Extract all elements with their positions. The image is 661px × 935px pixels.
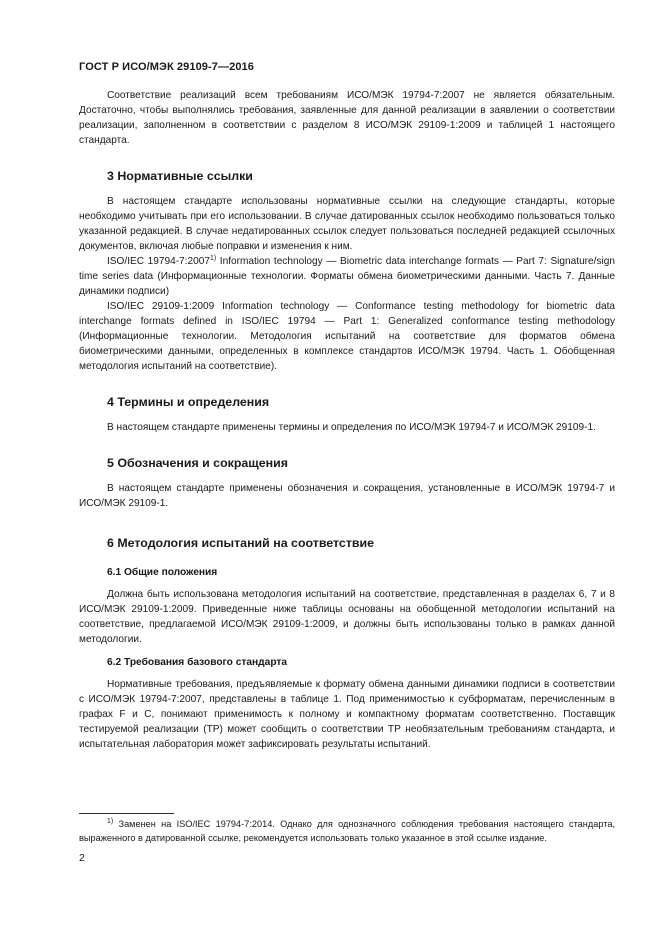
subsection-6-1-heading: 6.1 Общие положения (107, 567, 218, 578)
reference-2: ISO/IEC 29109-1:2009 Information technology — Conformance testing methodology for biometric data interchange formats defined in ISO/IEC 19794 — Part 1: Generalized conformance testing methodology (Информационные технологии. Методология испытаний на соответствие для форматов обмена биометрическими данными, определенных в комплексе стандартов ИСО/МЭК 19794. Часть 1. Обобщенная методология испытаний на соответствие). (79, 301, 615, 372)
subsection-6-1-paragraph: Должна быть использована методология испытаний на соответствие, представленная в разделах 6, 7 и 8 ИСО/МЭК 29109-1:2009. Приведенные ниже таблицы основаны на обобщенной методологии испытаний на соответствие, предлагаемой ИСО/МЭК 29109-1:2009, и должны быть использованы только в рамках данной методологии. (79, 589, 615, 645)
footnote-text-block (79, 817, 615, 845)
footnote-text: Заменен на ISO/IEC 19794-7:2014. Однако для однозначного соблюдения требования настоящего стандарта, выраженного в датированной ссылке, рекомендуется использовать только указанное в этой ссылке издание. (79, 819, 615, 843)
document-header: ГОСТ Р ИСО/МЭК 29109-7—2016 (79, 61, 254, 73)
section-3-heading: 3 Нормативные ссылки (107, 169, 253, 183)
reference-1-code: ISO/IEC 19794-7:2007 (107, 256, 210, 267)
section-6-heading: 6 Методология испытаний на соответствие (107, 536, 375, 550)
section-5-heading: 5 Обозначения и сокращения (107, 456, 288, 470)
reference-1 (79, 254, 615, 299)
footnote (79, 817, 615, 845)
section-5-paragraph: В настоящем стандарте применены обозначения и сокращения, установленные в ИСО/МЭК 19794-7 и ИСО/МЭК 29109-1. (79, 483, 615, 509)
section-4-heading: 4 Термины и определения (107, 395, 270, 409)
page-number: 2 (79, 852, 85, 864)
section-4-paragraph: В настоящем стандарте применены термины и определения по ИСО/МЭК 19794-7 и ИСО/МЭК 29109-1. (107, 422, 596, 433)
footnote-separator (79, 813, 174, 814)
footnote-number: 1) (107, 818, 114, 825)
page-body (79, 88, 615, 752)
footnote-mark: 1) (209, 255, 217, 262)
subsection-6-2-heading: 6.2 Требования базового стандарта (107, 657, 288, 668)
reference-1-text: Information technology — Biometric data interchange formats — Part 7: Signature/sign time series data (Информационные технологии. Форматы обмена биометрическими данными. Часть 7. Данные динамики подписи) (79, 256, 615, 297)
section-3-paragraph: В настоящем стандарте использованы нормативные ссылки на следующие стандарты, которые необходимо учитывать при его использовании. В случае датированных ссылок необходимо пользоваться только указанной редакцией. В случае недатированных ссылок следует пользоваться последней редакцией ссылочных документов, включая любые поправки и изменения к ним. (79, 196, 615, 252)
intro-paragraph: Соответствие реализаций всем требованиям ИСО/МЭК 19794-7:2007 не является обязательным. Достаточно, чтобы выполнялись требования, заявленные для данной реализации в заявлении о соответствии реализации, заполненном в соответствии с разделом 8 ИСО/МЭК 29109-1:2009 и таблицей 1 настоящего стандарта. (79, 90, 615, 146)
subsection-6-2-paragraph: Нормативные требования, предъявляемые к формату обмена данными динамики подписи в соответствии с ИСО/МЭК 19794-7:2007, представлены в таблице 1. Под применимостью к субформатам, перечисленным в графах F и C, понимают применимость к полному и компактному форматам соответственно. Поставщик тестируемой реализации (ТР) может сообщить о соответствии ТР необязательным требованиям стандарта, и испытательная лаборатория может зафиксировать результаты испытаний. (79, 679, 615, 750)
